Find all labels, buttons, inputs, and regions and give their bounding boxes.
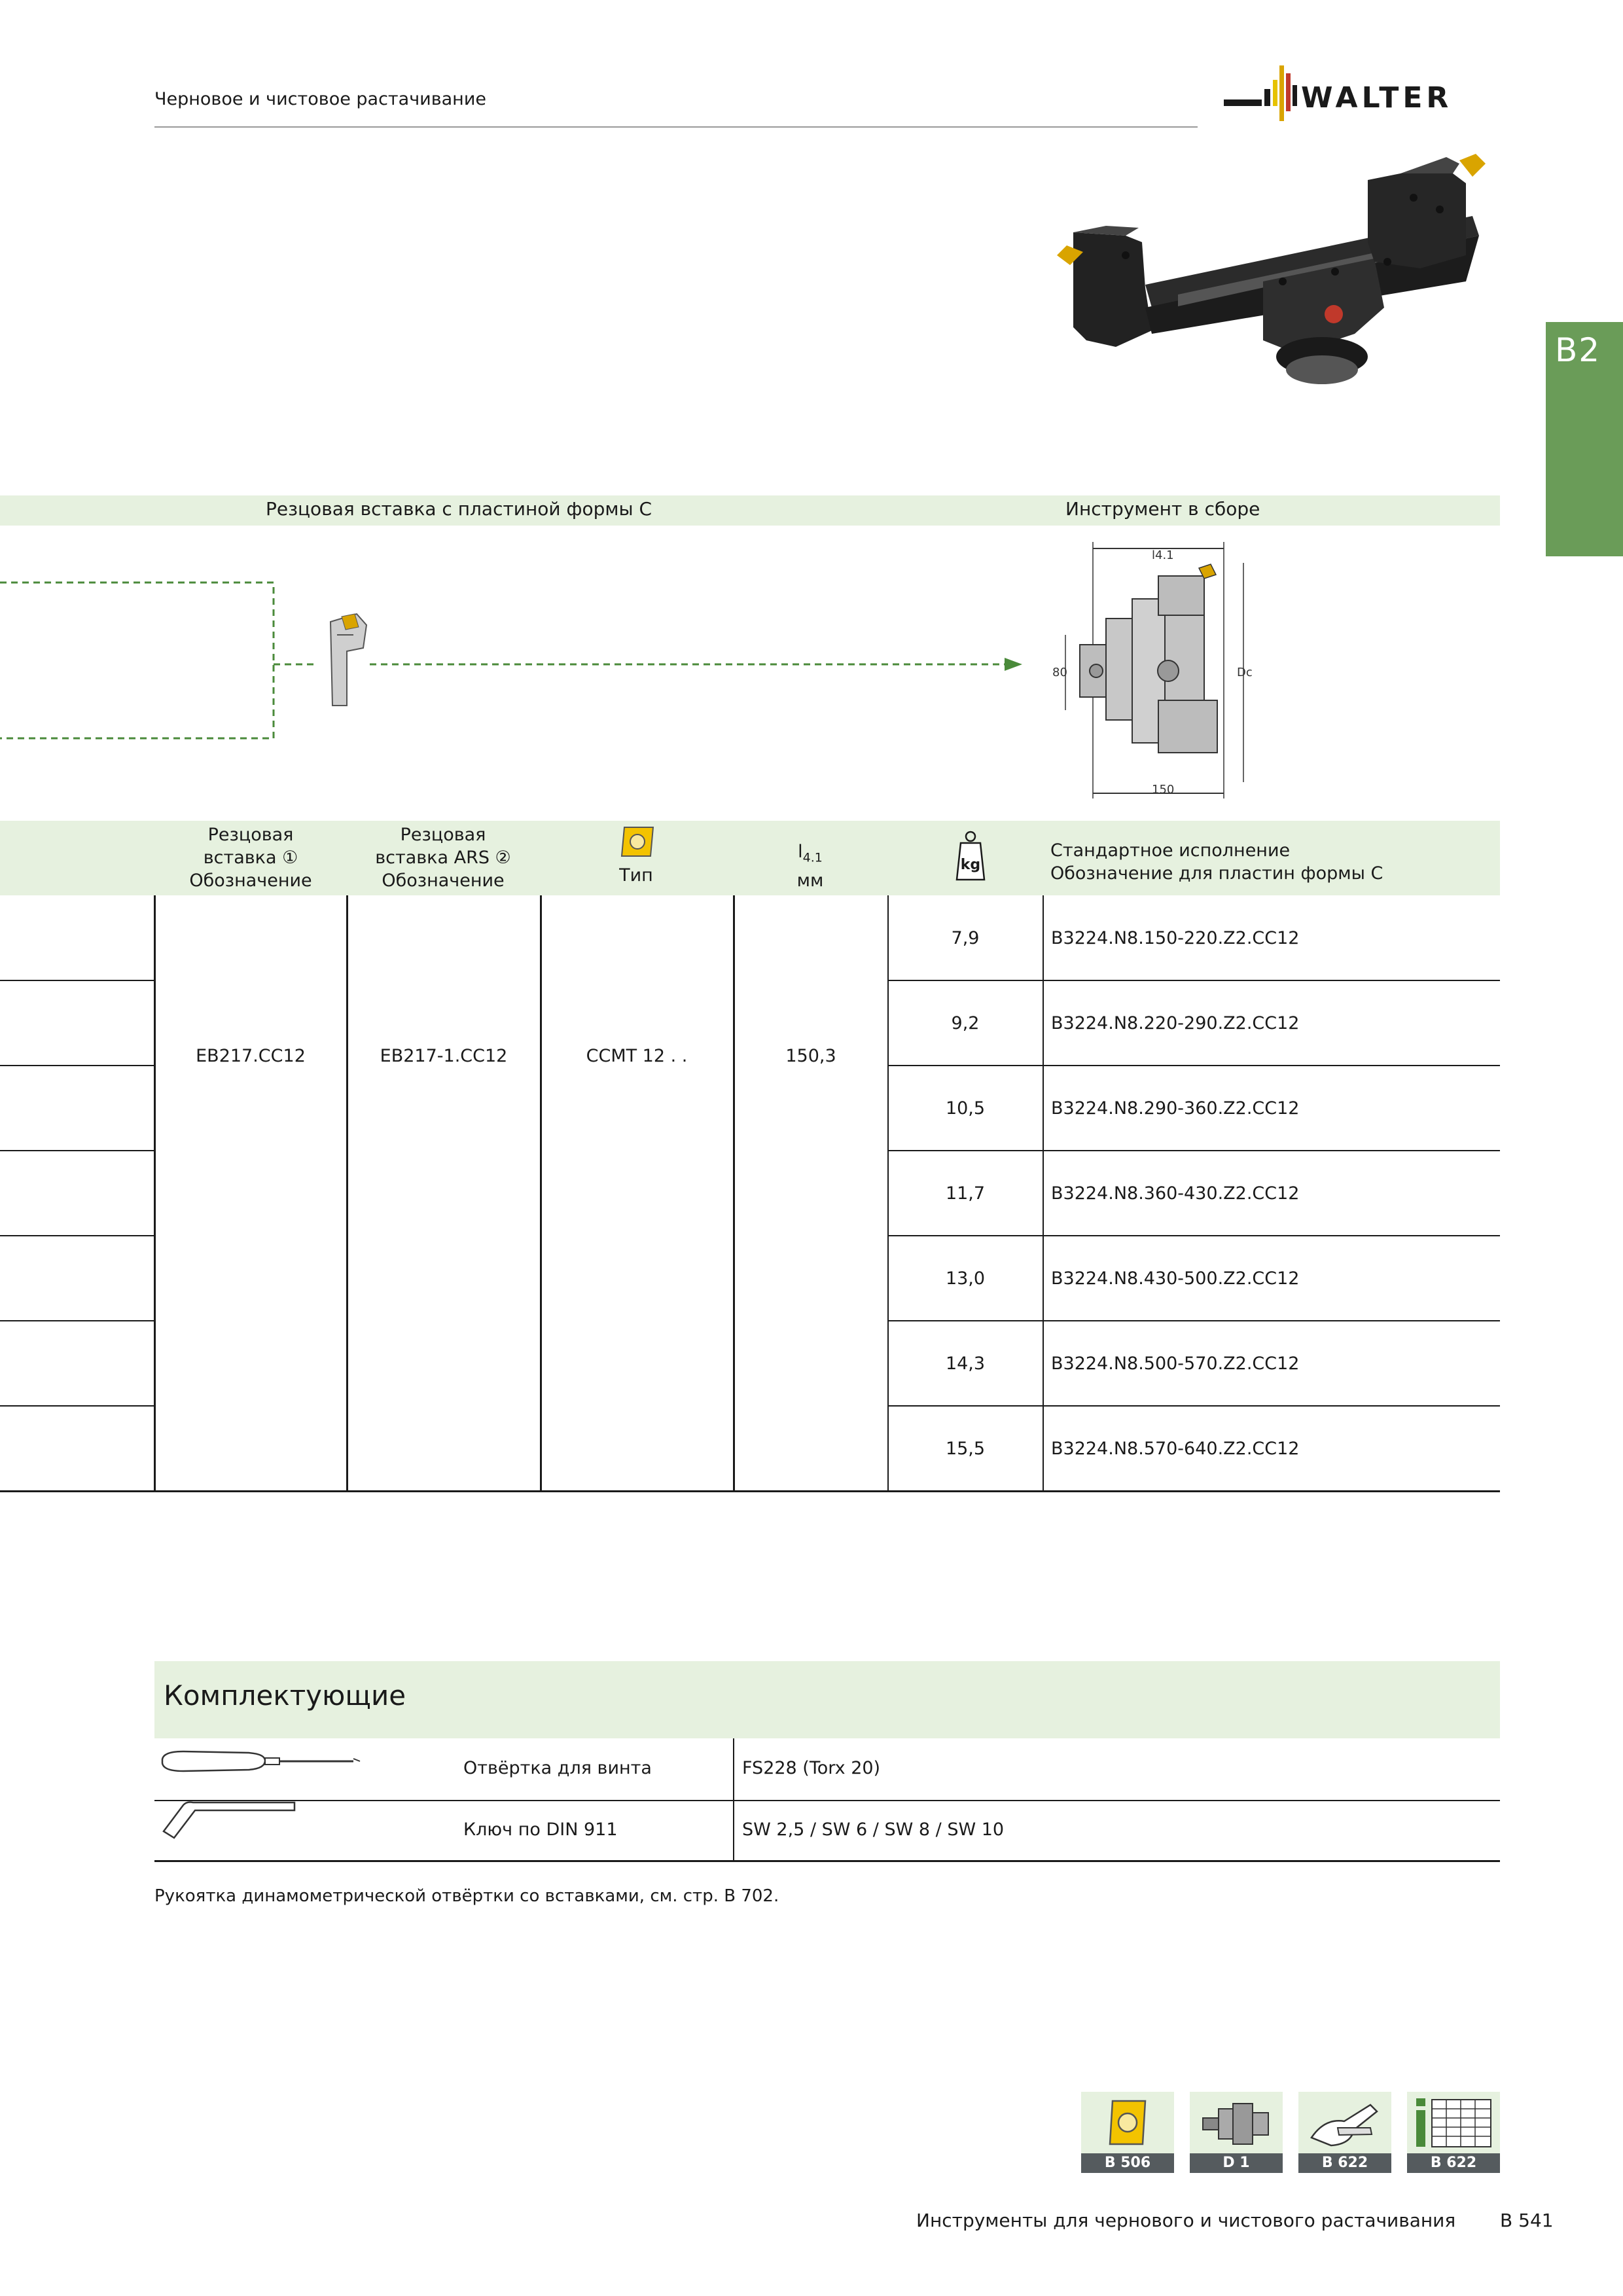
svg-text:Dc: Dc xyxy=(1237,666,1253,679)
reference-info-table[interactable] xyxy=(1407,2092,1500,2173)
chapter-tab[interactable] xyxy=(1546,322,1623,556)
configuration-diagram xyxy=(0,576,1034,746)
weight-cell: 14,3 xyxy=(945,1354,986,1374)
col-l41-header: $l_{4.1}$ мм xyxy=(796,842,824,891)
col-divider xyxy=(346,895,348,1491)
row-divider xyxy=(887,1320,1500,1321)
designation-cell[interactable]: B3224.N8.430-500.Z2.CC12 xyxy=(1051,1268,1300,1289)
row-divider xyxy=(0,1405,154,1407)
insert-section-heading: Резцовая вставка с пластиной формы C xyxy=(266,498,652,520)
row-divider xyxy=(0,980,154,981)
reference-hand-tool[interactable] xyxy=(1298,2092,1391,2173)
col-divider xyxy=(540,895,542,1491)
accessories-row-divider xyxy=(154,1800,1500,1801)
table-bottom-rule xyxy=(0,1490,1500,1492)
row-divider xyxy=(887,1405,1500,1407)
col-divider xyxy=(733,895,735,1491)
adapter-icon xyxy=(1190,2092,1283,2153)
weight-cell: 10,5 xyxy=(945,1098,986,1119)
weight-cell: 15,5 xyxy=(945,1439,986,1459)
designation-cell[interactable]: B3224.N8.290-360.Z2.CC12 xyxy=(1051,1098,1300,1119)
reference-label: B 506 xyxy=(1081,2153,1174,2173)
row-divider xyxy=(0,1065,154,1066)
weight-cell: 9,2 xyxy=(951,1013,980,1033)
reference-label: B 622 xyxy=(1298,2153,1391,2173)
col-standard-header: Стандартное исполнение Обозначение для пластин формы C xyxy=(1050,840,1383,884)
row-divider xyxy=(887,1065,1500,1066)
weight-cell: 7,9 xyxy=(951,928,980,948)
section-band xyxy=(0,495,1500,526)
insert-icon xyxy=(1081,2092,1174,2153)
row-divider xyxy=(887,1150,1500,1151)
walter-logo xyxy=(1224,60,1499,132)
col-type-header: Тип xyxy=(619,865,653,886)
accessory-value[interactable]: FS228 (Torx 20) xyxy=(742,1758,881,1778)
reference-adapter[interactable] xyxy=(1190,2092,1283,2173)
product-photo xyxy=(1047,137,1499,445)
chapter-tab-label: B2 xyxy=(1555,331,1601,369)
accessory-value[interactable]: SW 2,5 / SW 6 / SW 8 / SW 10 xyxy=(742,1820,1005,1840)
reference-label: B 622 xyxy=(1407,2153,1500,2173)
designation-cell[interactable]: B3224.N8.150-220.Z2.CC12 xyxy=(1051,928,1300,948)
designation-cell[interactable]: B3224.N8.500-570.Z2.CC12 xyxy=(1051,1354,1300,1374)
hand-tool-icon xyxy=(1298,2092,1391,2153)
header-rule xyxy=(154,126,1198,128)
designation-cell[interactable]: B3224.N8.220-290.Z2.CC12 xyxy=(1051,1013,1300,1033)
assembly-section-heading: Инструмент в сборе xyxy=(1065,498,1260,520)
info-table-icon xyxy=(1407,2092,1500,2153)
col-insert-header: Резцовая вставка ① Обозначение xyxy=(189,825,312,891)
reference-label: D 1 xyxy=(1190,2153,1283,2173)
col-divider xyxy=(1043,895,1044,1491)
accessories-bottom-rule xyxy=(154,1860,1500,1862)
weight-cell: 11,7 xyxy=(945,1183,986,1204)
accessory-name: Ключ по DIN 911 xyxy=(463,1820,618,1840)
designation-cell[interactable]: B3224.N8.570-640.Z2.CC12 xyxy=(1051,1439,1300,1459)
row-divider xyxy=(0,1150,154,1151)
accessory-name: Отвёртка для винта xyxy=(463,1758,652,1778)
page-footer xyxy=(916,2210,1554,2231)
col-divider xyxy=(154,895,156,1491)
svg-text:kg: kg xyxy=(960,857,981,873)
page-number: B 541 xyxy=(1500,2210,1554,2231)
insert-designation: EB217.CC12 xyxy=(196,1046,306,1066)
reference-insert[interactable] xyxy=(1081,2092,1174,2173)
svg-text:WALTER: WALTER xyxy=(1301,81,1453,115)
svg-text:l4.1: l4.1 xyxy=(1152,548,1174,562)
insert-type: CCMT 12 . . xyxy=(586,1046,688,1066)
col-ars-header: Резцовая вставка ARS ② Обозначение xyxy=(375,825,511,891)
row-divider xyxy=(887,1235,1500,1236)
svg-text:150: 150 xyxy=(1152,783,1175,797)
row-divider xyxy=(887,980,1500,981)
torque-handle-note: Рукоятка динамометрической отвёртки со вставками, см. стр. B 702. xyxy=(154,1886,779,1906)
section-title: Черновое и чистовое растачивание xyxy=(154,89,486,109)
footer-text: Инструменты для чернового и чистового растачивания xyxy=(916,2210,1456,2231)
screwdriver-icon xyxy=(157,1746,366,1785)
assembly-drawing xyxy=(1047,537,1283,805)
l41-value: 150,3 xyxy=(785,1046,836,1066)
insert-shape-icon xyxy=(620,825,654,859)
weight-cell: 13,0 xyxy=(945,1268,986,1289)
designation-cell[interactable]: B3224.N8.360-430.Z2.CC12 xyxy=(1051,1183,1300,1204)
ars-designation: EB217-1.CC12 xyxy=(380,1046,508,1066)
row-divider xyxy=(0,1235,154,1236)
weight-icon xyxy=(954,830,987,882)
accessories-title: Комплектующие xyxy=(164,1679,406,1712)
row-divider xyxy=(0,1320,154,1321)
svg-text:80: 80 xyxy=(1052,666,1067,679)
